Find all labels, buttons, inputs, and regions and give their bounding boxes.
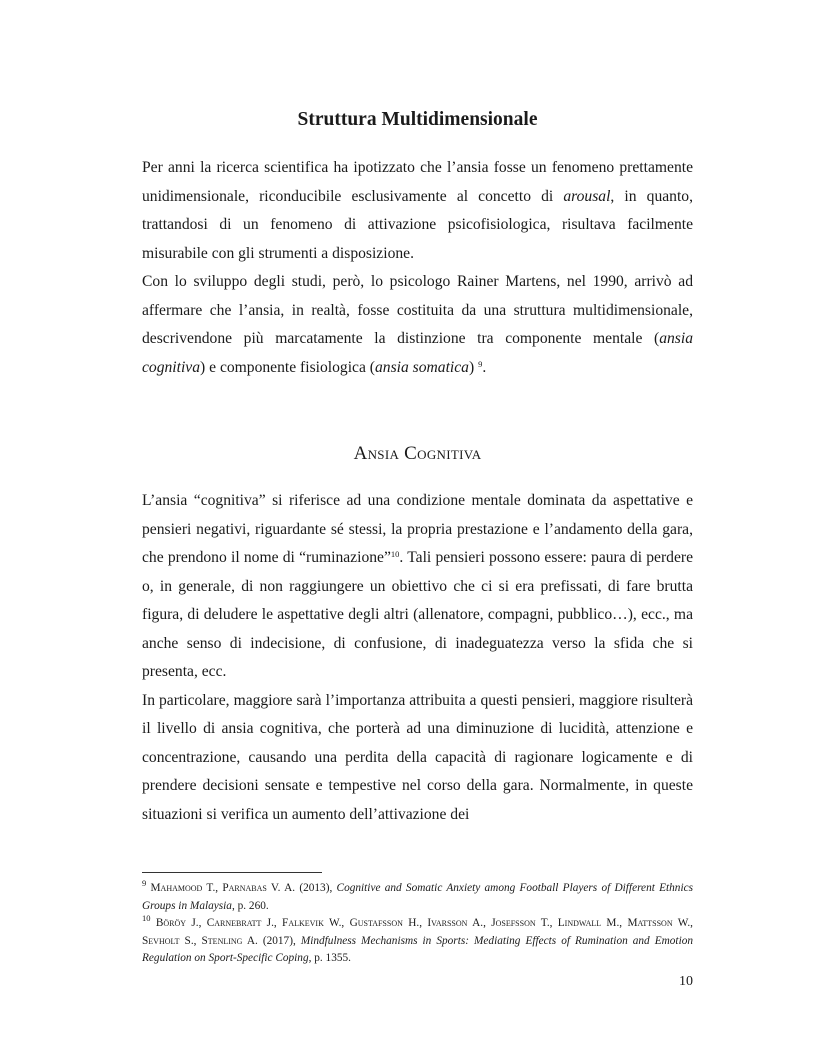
paragraph-text: L’ansia “cognitiva” si riferisce ad una condizione mentale dominata da aspettative e pensieri negativi, riguardante sé stessi, la propria prestazione e l’andamento della gara, che prendono il nome di “ruminazione”	[142, 492, 693, 566]
paragraph-text: Con lo sviluppo degli studi, però, lo psicologo Rainer Martens, nel 1990, arrivò ad affermare che l’ansia, in realtà, fosse costituita da una struttura multidimensionale, descrivendone più marcatamente la distinzione tra componente mentale (	[142, 273, 693, 347]
paragraph	[142, 154, 693, 268]
footnotes	[142, 880, 693, 968]
footnote	[142, 915, 693, 968]
page-number: 10	[679, 974, 693, 989]
paragraph-text: Per anni la ricerca scientifica ha ipotizzato che l’ansia fosse un fenomeno prettamente unidimensionale, riconducibile esclusivamente al concetto di	[142, 159, 693, 205]
paragraph-text: In particolare, maggiore sarà l’importanza attribuita a questi pensieri, maggiore risulterà il livello di ansia cognitiva, che porterà ad una diminuzione di lucidità, attenzione e concentrazione, causando una perdita della capacità di ragionare logicamente e di prendere decisioni sensate e tempestive nel corso della gara. Normalmente, in queste situazioni si verifica un aumento dell’attivazione dei	[142, 691, 693, 823]
subsection-body	[142, 487, 693, 829]
paragraph-text: ) e componente fisiologica (	[200, 358, 375, 376]
section-title: Struttura Multidimensionale	[297, 109, 538, 130]
footnote-page: , p. 260.	[231, 899, 269, 912]
footnote-number: 9	[142, 878, 147, 888]
footnote-reference[interactable]: 9	[478, 358, 483, 369]
italic-term: ansia cognitiva	[142, 330, 693, 376]
footnote	[142, 880, 693, 915]
footnote-authors: Mahamood T., Parnabas V. A.	[150, 882, 296, 894]
footnote-title: Cognitive and Somatic Anxiety among Football Players of Different Ethnics Groups in Malaysia	[142, 882, 694, 912]
footnote-number: 10	[142, 913, 151, 924]
paragraph	[142, 268, 693, 382]
footnote-page: , p. 1355.	[308, 952, 351, 965]
section-body	[142, 154, 693, 382]
paragraph-text: , in quanto, trattandosi di un fenomeno di attivazione psicofisiologica, risultava facilmente misurabile con gli strumenti a disposizione.	[142, 187, 693, 262]
paragraph	[142, 487, 693, 687]
footnote-separator	[142, 872, 322, 873]
paragraph-text: . Tali pensieri possono essere: paura di perdere o, in generale, di non raggiungere un obiettivo che ci si era prefissati, di fare brutta figura, di deludere le aspettative degli altri (allenatore, compagni, pubblico…), ecc., ma anche senso di indecisione, di confusione, di inadeguatezza verso la sfida che si presenta, ecc.	[142, 549, 693, 680]
footnote-year: (2017),	[257, 934, 301, 947]
footnote-year: (2013),	[295, 882, 337, 894]
italic-term: arousal	[563, 187, 611, 205]
paragraph-text: .	[482, 358, 487, 376]
italic-term: ansia somatica	[374, 358, 469, 376]
footnote-title: Mindfulness Mechanisms in Sports: Mediating Effects of Rumination and Emotion Regulation on Sport-Specific Coping	[142, 934, 693, 965]
footnote-authors: Böröy J., Carnebratt J., Falkevik W., Gustafsson H., Ivarsson A., Josefsson T., Lindwall M., Mattsson W., Sevholt S., Stenling A.	[142, 917, 693, 947]
subsection-title: Ansia Cognitiva	[353, 443, 482, 464]
footnote-reference[interactable]: 10	[390, 549, 400, 559]
paragraph	[142, 687, 693, 830]
paragraph-text: )	[468, 358, 479, 376]
